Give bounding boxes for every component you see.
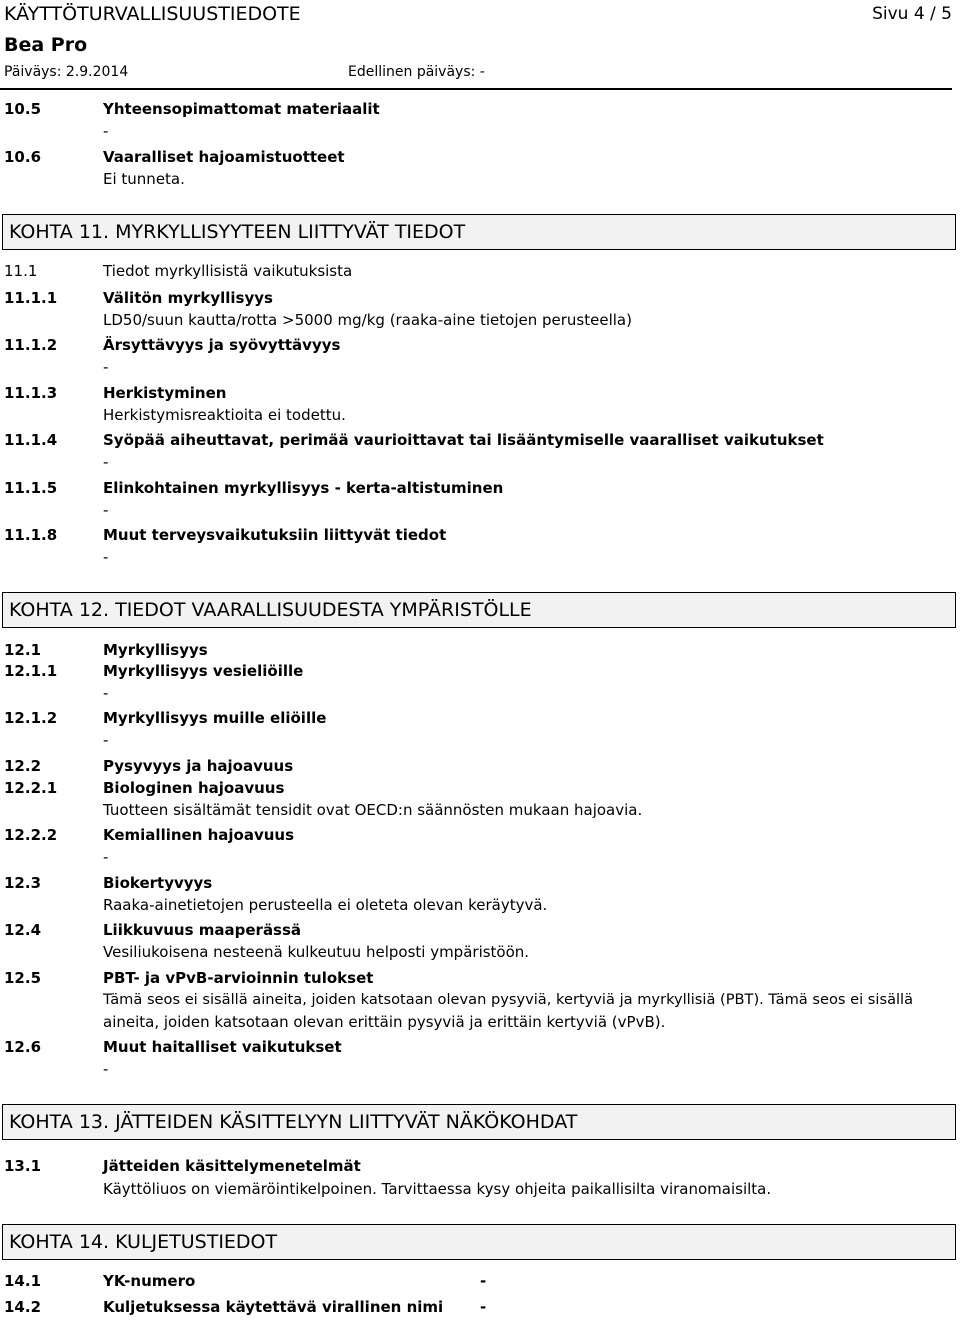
product-name: Bea Pro <box>4 34 88 56</box>
section-text: Vesiliukoisena nesteenä kulkeutuu helposti ympäristöön. <box>103 943 530 961</box>
section-heading-12 <box>2 592 956 628</box>
section-value: - <box>480 1272 487 1290</box>
section-number: 14.1 <box>4 1272 42 1290</box>
section-number: 14.2 <box>4 1298 42 1316</box>
section-number: 12.2.1 <box>4 779 58 797</box>
section-heading-text: KOHTA 14. KULJETUSTIEDOT <box>9 1231 278 1253</box>
section-heading-text: KOHTA 13. JÄTTEIDEN KÄSITTELYYN LIITTYVÄT NÄKÖKOHDAT <box>9 1111 578 1133</box>
section-number: 11.1.5 <box>4 479 58 497</box>
section-title: Välitön myrkyllisyys <box>103 289 273 307</box>
section-number: 12.2.2 <box>4 826 58 844</box>
document-title: KÄYTTÖTURVALLISUUSTIEDOTE <box>4 3 301 25</box>
section-number: 12.2 <box>4 757 42 775</box>
section-number: 13.1 <box>4 1157 42 1175</box>
section-text: - <box>103 122 109 140</box>
section-title: YK-numero <box>103 1272 196 1290</box>
section-number: 11.1.2 <box>4 336 58 354</box>
section-text: Herkistymisreaktioita ei todettu. <box>103 406 346 424</box>
section-number: 12.6 <box>4 1038 42 1056</box>
section-text: Tämä seos ei sisällä aineita, joiden katsotaan olevan pysyviä, kertyviä ja myrkyllisiä (PBT). Tämä seos ei sisällä <box>103 991 914 1008</box>
header-divider <box>0 88 952 90</box>
section-number: 10.5 <box>4 100 42 118</box>
section-title: Herkistyminen <box>103 384 227 402</box>
section-number: 12.1 <box>4 641 42 659</box>
previous-date: Edellinen päiväys: - <box>348 64 485 80</box>
section-text: - <box>103 848 109 866</box>
section-number: 12.1.1 <box>4 662 58 680</box>
section-text: LD50/suun kautta/rotta >5000 mg/kg (raaka-aine tietojen perusteella) <box>103 311 632 329</box>
section-title: Myrkyllisyys <box>103 641 208 659</box>
section-text: - <box>103 684 109 702</box>
section-title: Syöpää aiheuttavat, perimää vaurioittavat tai lisääntymiselle vaaralliset vaikutukset <box>103 431 824 449</box>
section-value: - <box>480 1298 487 1316</box>
section-title: Ärsyttävyys ja syövyttävyys <box>103 336 341 354</box>
section-title: Biokertyvyys <box>103 874 213 892</box>
section-title: Muut haitalliset vaikutukset <box>103 1038 342 1056</box>
section-title: Tiedot myrkyllisistä vaikutuksista <box>103 262 353 280</box>
section-text: - <box>103 501 109 519</box>
section-text: Ei tunneta. <box>103 170 185 188</box>
section-text: - <box>103 453 109 471</box>
section-title: Pysyvyys ja hajoavuus <box>103 757 294 775</box>
section-number: 12.3 <box>4 874 42 892</box>
section-title: Muut terveysvaikutuksiin liittyvät tiedot <box>103 526 447 544</box>
section-text: - <box>103 731 109 749</box>
section-title: Elinkohtainen myrkyllisyys - kerta-altistuminen <box>103 479 504 497</box>
section-number: 11.1 <box>4 262 38 280</box>
section-heading-13 <box>2 1104 956 1140</box>
section-number: 12.4 <box>4 921 42 939</box>
section-number: 11.1.3 <box>4 384 58 402</box>
section-title: Biologinen hajoavuus <box>103 779 285 797</box>
section-title: Liikkuvuus maaperässä <box>103 921 302 939</box>
section-title: Vaaralliset hajoamistuotteet <box>103 148 345 166</box>
section-text: - <box>103 1060 109 1078</box>
section-title: Myrkyllisyys muille eliöille <box>103 709 327 727</box>
section-title: Kemiallinen hajoavuus <box>103 826 295 844</box>
section-text: Tuotteen sisältämät tensidit ovat OECD:n säännösten mukaan hajoavia. <box>103 801 643 819</box>
section-number: 10.6 <box>4 148 42 166</box>
section-text: - <box>103 548 109 566</box>
section-title: Jätteiden käsittelymenetelmät <box>103 1157 361 1175</box>
section-heading-11 <box>2 214 956 250</box>
section-number: 11.1.4 <box>4 431 58 449</box>
section-title: Kuljetuksessa käytettävä virallinen nimi <box>103 1298 444 1316</box>
section-number: 11.1.8 <box>4 526 58 544</box>
section-number: 11.1.1 <box>4 289 58 307</box>
section-title: PBT- ja vPvB-arvioinnin tulokset <box>103 969 374 987</box>
section-text: aineita, joiden katsotaan olevan erittäin pysyviä ja erittäin kertyviä (vPvB). <box>103 1013 666 1031</box>
section-title: Myrkyllisyys vesieliöille <box>103 662 304 680</box>
section-text: Raaka-ainetietojen perusteella ei oleteta olevan keräytyvä. <box>103 896 548 914</box>
section-text: - <box>103 358 109 376</box>
section-heading-text: KOHTA 12. TIEDOT VAARALLISUUDESTA YMPÄRISTÖLLE <box>9 599 532 621</box>
section-number: 12.1.2 <box>4 709 58 727</box>
page-number: Sivu 4 / 5 <box>872 4 952 24</box>
section-text: Käyttöliuos on viemäröintikelpoinen. Tarvittaessa kysy ohjeita paikallisilta viranomaisilta. <box>103 1180 772 1198</box>
section-heading-14 <box>2 1224 956 1260</box>
revision-date: Päiväys: 2.9.2014 <box>4 64 129 80</box>
section-number: 12.5 <box>4 969 42 987</box>
section-title: Yhteensopimattomat materiaalit <box>103 100 380 118</box>
section-heading-text: KOHTA 11. MYRKYLLISYYTEEN LIITTYVÄT TIEDOT <box>9 221 466 243</box>
